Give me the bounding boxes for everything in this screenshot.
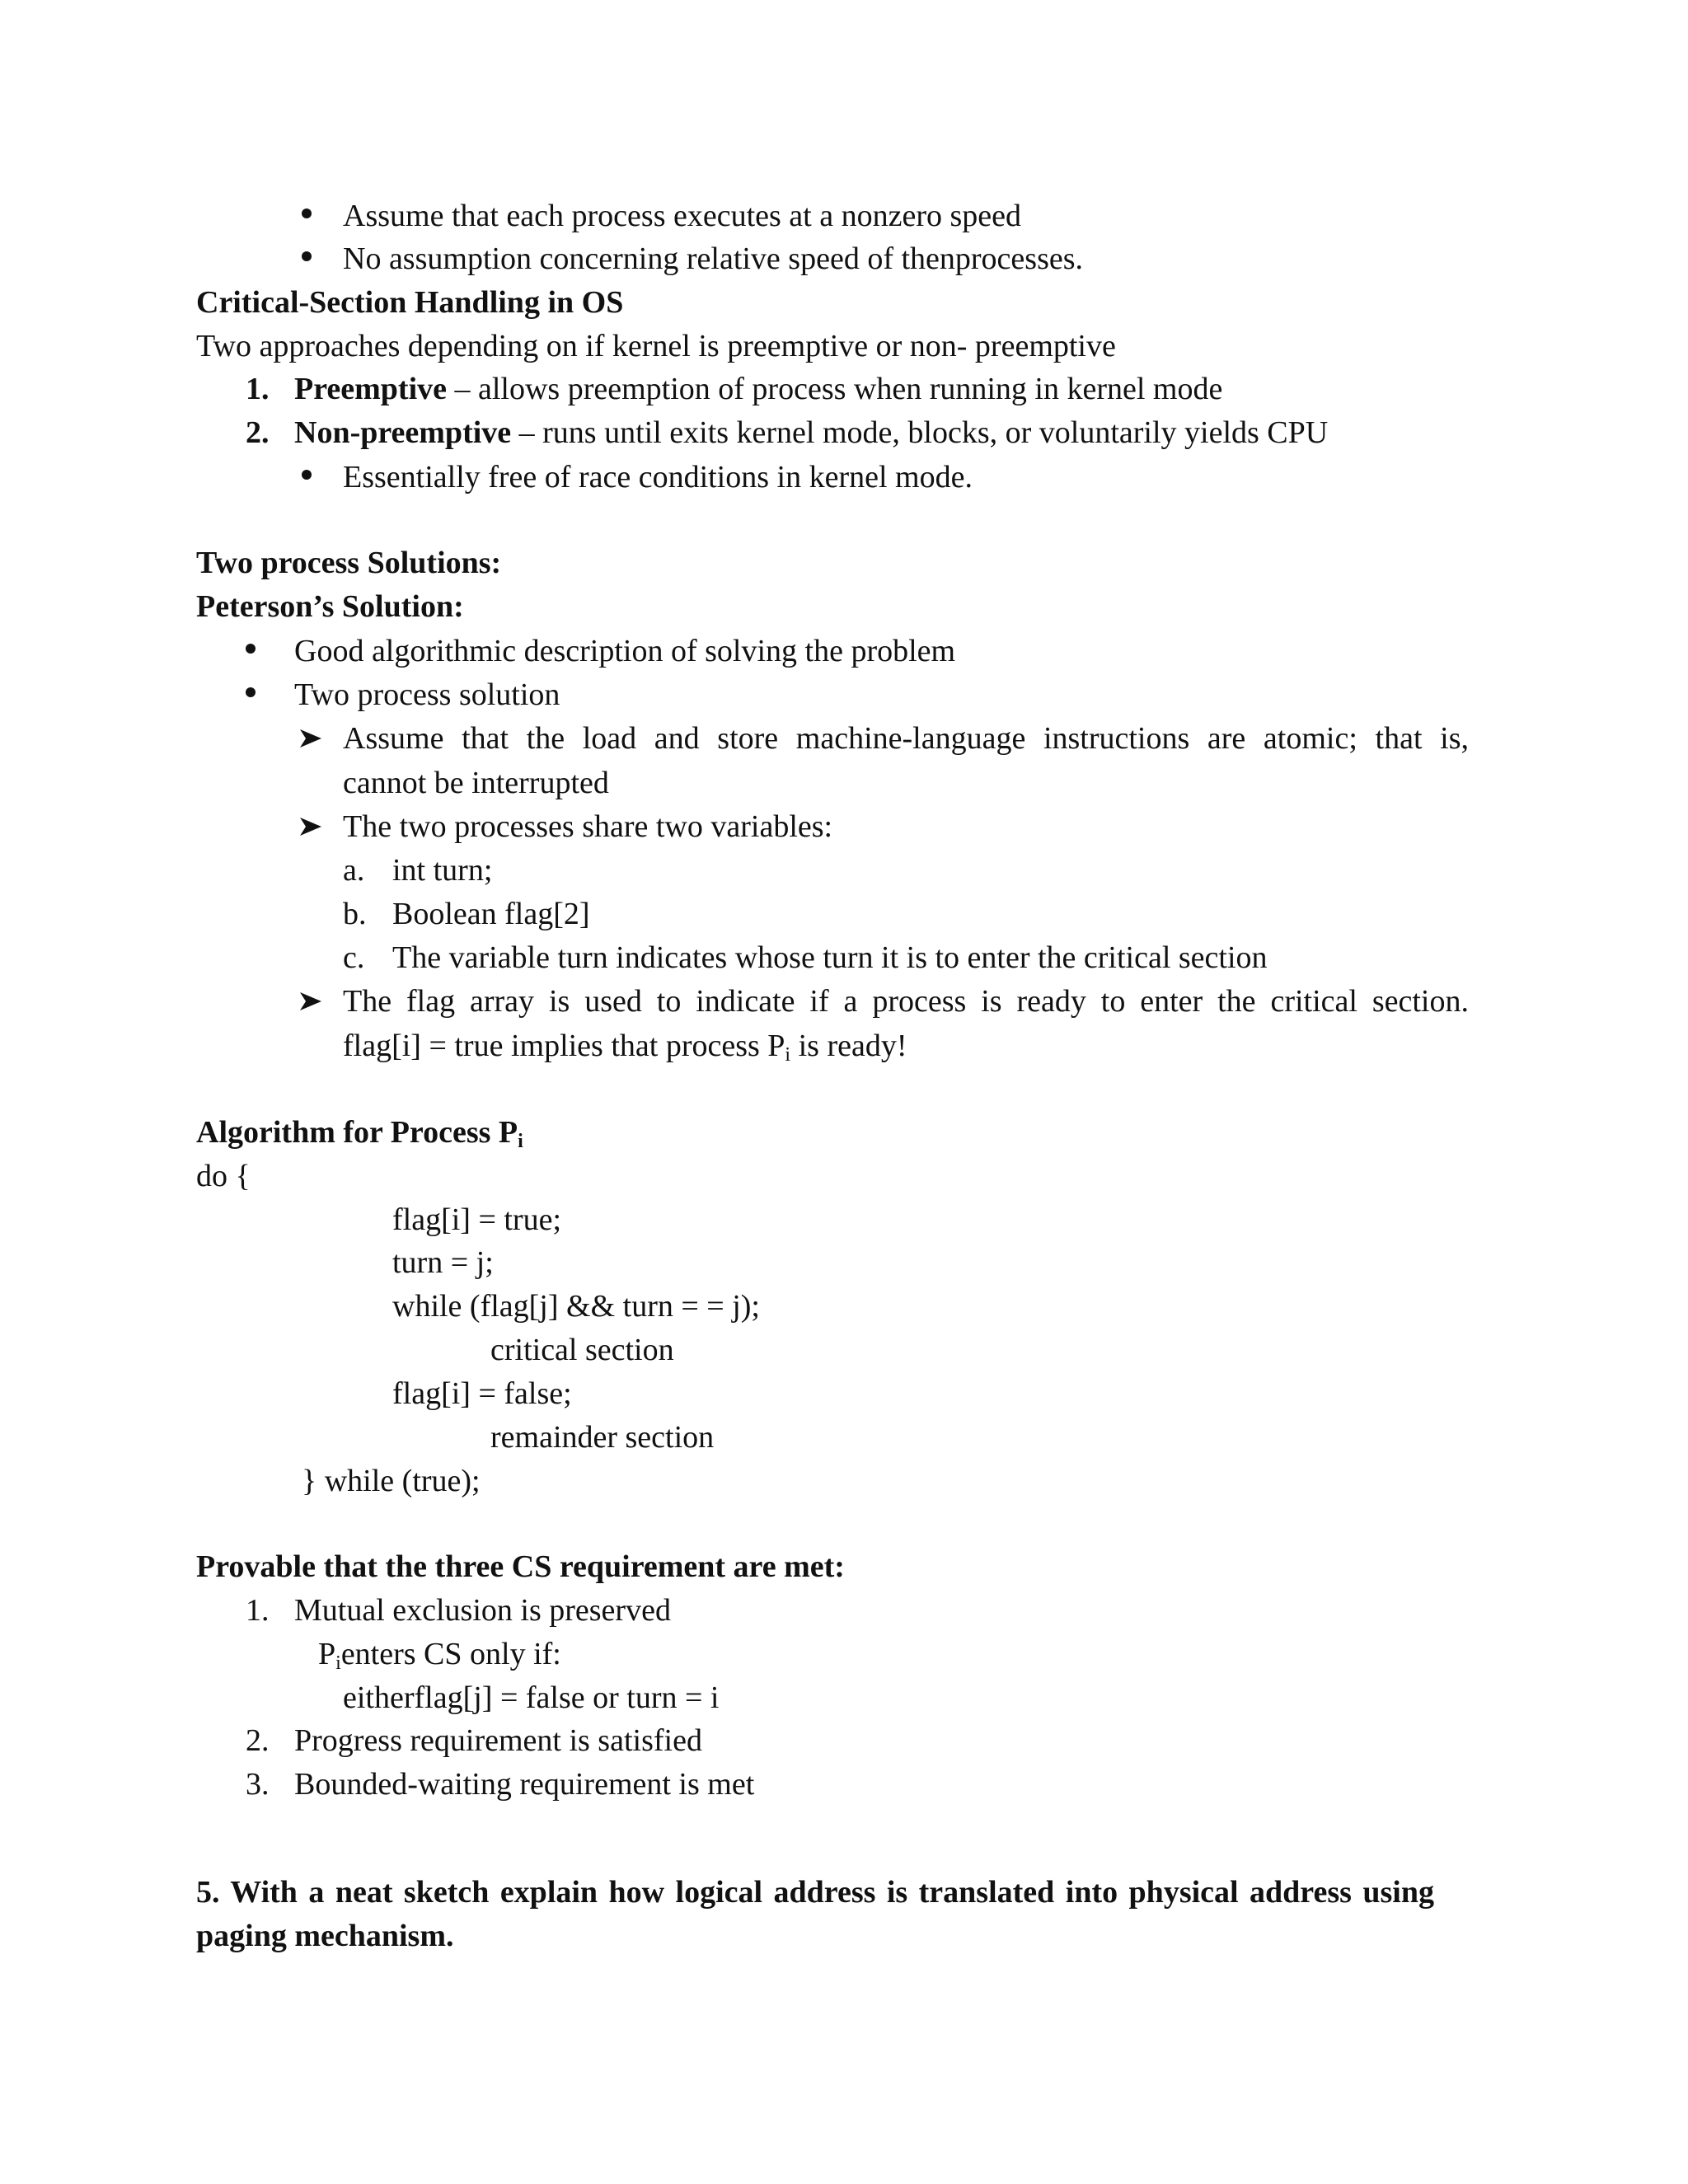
- peterson-bullet-1: Good algorithmic description of solving the problem: [294, 634, 956, 668]
- process-p: P: [318, 1637, 336, 1671]
- provable-number: 2.: [246, 1723, 270, 1758]
- flag-text: flag[i] = true implies that process P: [343, 1029, 785, 1063]
- two-process-heading: Two process Solutions:: [196, 546, 502, 580]
- provable-number: 3.: [246, 1767, 270, 1802]
- question-5-line1: 5. With a neat sketch explain how logical address is translated into physical address using: [196, 1875, 1434, 1910]
- flag-text-end: is ready!: [790, 1029, 907, 1063]
- provable-item-2: Progress requirement is satisfied: [294, 1723, 702, 1758]
- cs-item-preemptive: [294, 373, 1222, 405]
- top-bullet-2: No assumption concerning relative speed of thenprocesses.: [343, 241, 1084, 276]
- arrow-item-3-line1: The flag array is used to indicate if a process is ready to enter the critical section.: [343, 984, 1469, 1019]
- code-line: turn = j;: [392, 1245, 494, 1280]
- code-line: critical section: [490, 1333, 674, 1367]
- subscript-i: i: [785, 1044, 791, 1066]
- cs-item-text: – runs until exits kernel mode, blocks, or voluntarily yields CPU: [511, 415, 1329, 450]
- arrow-bullet-icon: [298, 991, 323, 1012]
- peterson-bullet-2: Two process solution: [294, 677, 560, 712]
- cs-sub-bullet: Essentially free of race conditions in kernel mode.: [343, 460, 973, 494]
- algorithm-heading-text: Algorithm for Process P: [196, 1115, 518, 1150]
- mutual-exclusion-condition: [318, 1638, 561, 1673]
- var-label: a.: [343, 853, 365, 888]
- bullet-icon: [302, 251, 312, 261]
- provable-item-1: Mutual exclusion is preserved: [294, 1593, 671, 1628]
- cs-item-nonpreemptive: [294, 417, 1328, 448]
- var-label: c.: [343, 940, 365, 975]
- arrow-bullet-icon: [298, 816, 323, 837]
- top-bullet-1: Assume that each process executes at a nonzero speed: [343, 199, 1021, 233]
- code-line: do {: [196, 1159, 251, 1193]
- subscript-i: i: [335, 1652, 341, 1674]
- provable-item-3: Bounded-waiting requirement is met: [294, 1767, 755, 1802]
- bullet-icon: [302, 209, 312, 218]
- cs-item-text: – allows preemption of process when running in kernel mode: [447, 372, 1223, 406]
- arrow-item-1-line2: cannot be interrupted: [343, 766, 609, 800]
- bullet-icon: [302, 470, 312, 480]
- arrow-item-1-line1: Assume that the load and store machine-language instructions are atomic; that is,: [343, 721, 1469, 756]
- cs-item-term: Preemptive: [294, 372, 447, 406]
- code-line: flag[i] = false;: [392, 1376, 572, 1411]
- code-line: while (flag[j] && turn = = j);: [392, 1289, 760, 1324]
- var-label: b.: [343, 897, 367, 931]
- cs-item-number: 1.: [246, 372, 270, 406]
- cs-handling-intro: Two approaches depending on if kernel is preemptive or non- preemptive: [196, 329, 1116, 363]
- subscript-i: i: [518, 1131, 523, 1152]
- algorithm-heading: [196, 1117, 523, 1151]
- var-text: Boolean flag[2]: [392, 897, 590, 931]
- bullet-icon: [246, 644, 256, 654]
- arrow-item-3-line2: [343, 1030, 907, 1065]
- var-text: int turn;: [392, 853, 493, 888]
- bullet-icon: [246, 687, 256, 697]
- peterson-heading: Peterson’s Solution:: [196, 589, 464, 624]
- code-line: } while (true);: [302, 1464, 481, 1498]
- cs-item-number: 2.: [246, 415, 270, 450]
- enters-cs-text: enters CS only if:: [340, 1637, 561, 1671]
- provable-heading: Provable that the three CS requirement are met:: [196, 1549, 845, 1584]
- provable-number: 1.: [246, 1593, 270, 1628]
- question-5-line2: paging mechanism.: [196, 1919, 454, 1953]
- code-line: remainder section: [490, 1420, 715, 1455]
- arrow-bullet-icon: [298, 728, 323, 749]
- var-text: The variable turn indicates whose turn it is to enter the critical section: [392, 940, 1268, 975]
- code-line: flag[i] = true;: [392, 1202, 562, 1237]
- mutual-exclusion-either: eitherflag[j] = false or turn = i: [343, 1680, 720, 1715]
- cs-item-term: Non-preemptive: [294, 415, 512, 450]
- cs-handling-heading: Critical-Section Handling in OS: [196, 285, 624, 320]
- arrow-item-2: The two processes share two variables:: [343, 809, 833, 844]
